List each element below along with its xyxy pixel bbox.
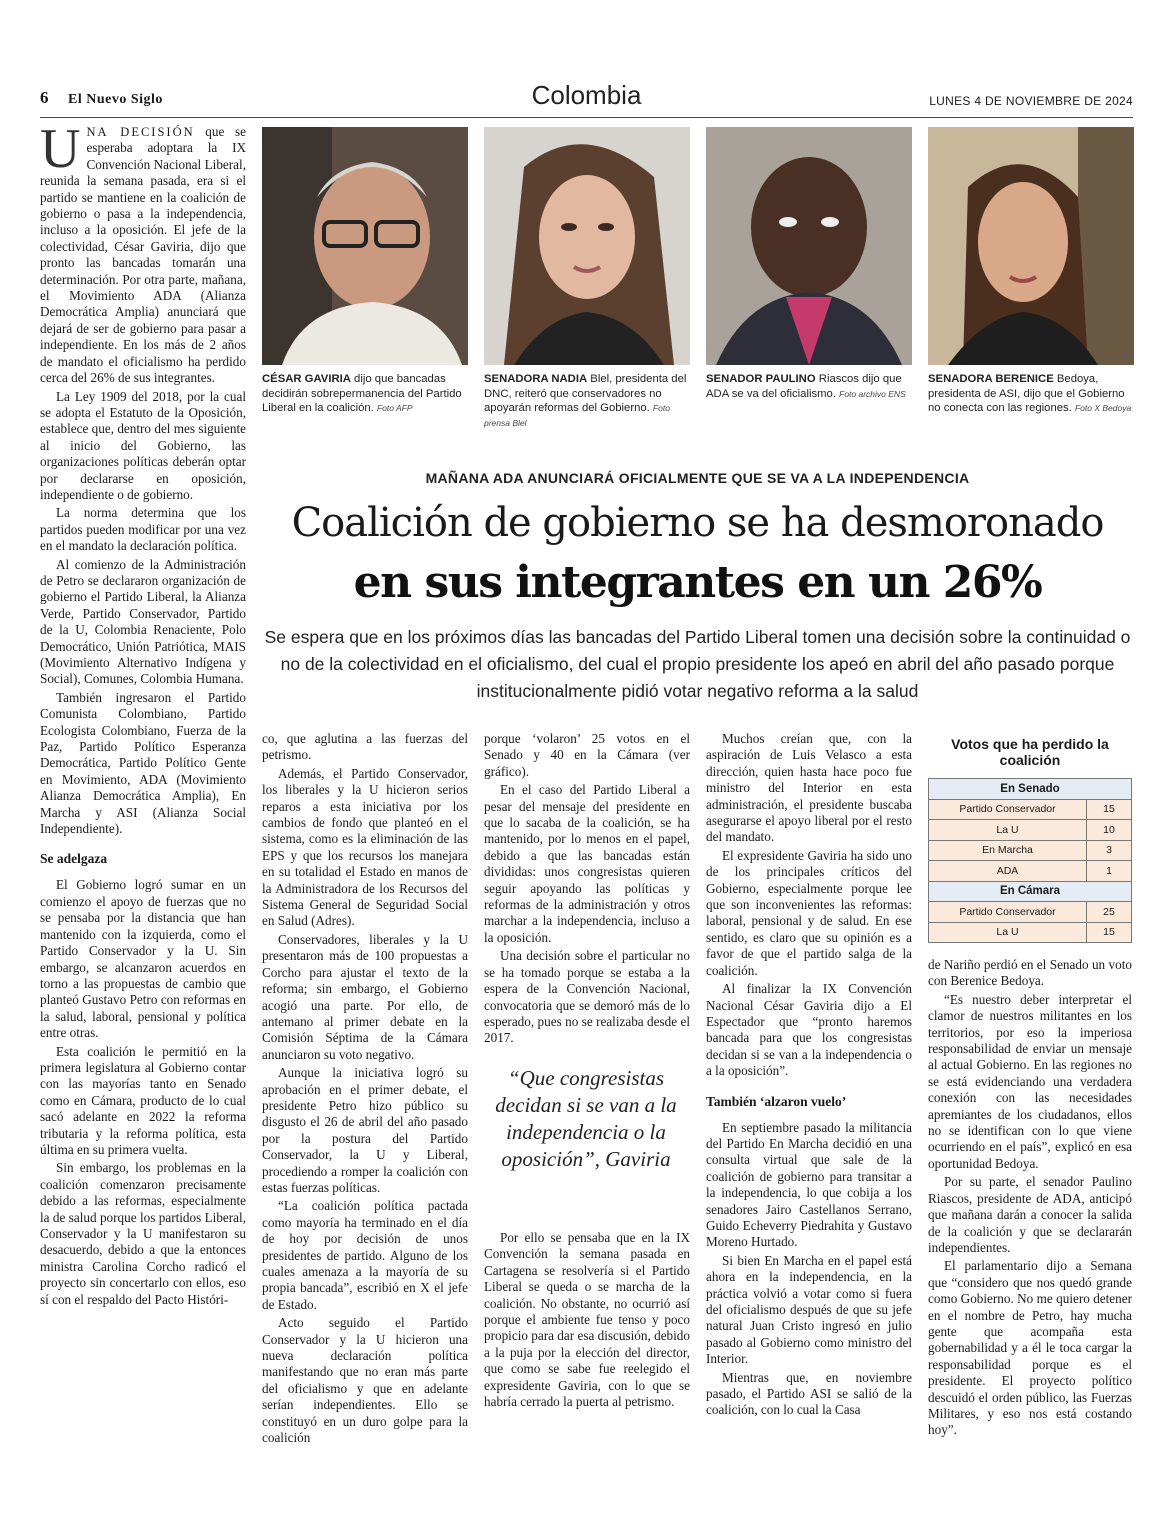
votes-cell: 25 [1087, 902, 1132, 923]
paragraph: Mientras que, en noviembre pasado, el Partido ASI se salió de la coalición, con lo cual la Casa [706, 1369, 912, 1418]
photo-caption: SENADORA NADIA Blel, presidenta del DNC, reiteró que conservadores no apoyarán reformas del Gobierno. Foto prensa Blel [484, 373, 687, 428]
votes-cell: 1 [1087, 861, 1132, 882]
party-cell: En Marcha [929, 840, 1087, 861]
column-4 [706, 731, 912, 1421]
table-section-header: En Senado [929, 779, 1132, 800]
votes-cell: 15 [1087, 799, 1132, 820]
table-section-header: En Cámara [929, 881, 1132, 902]
column-1 [40, 118, 246, 1310]
section-title: Colombia [531, 80, 642, 110]
party-cell: La U [929, 922, 1087, 943]
kicker: MAÑANA ADA ANUNCIARÁ OFICIALMENTE QUE SE VA A LA INDEPENDENCIA [425, 470, 970, 486]
paragraph: El expresidente Gaviria ha sido uno de los principales críticos del Gobierno, especialmente porque lee que son inconvenientes las reformas: laboral, pensional y de salud. En ese sentido, es claro que su opinión es a favor de que el partido salga de la coalición. [706, 847, 912, 978]
table-row [929, 922, 1132, 943]
photo-paulino-riascos [706, 127, 912, 365]
photo-caption: SENADORA BERENICE Bedoya, presidenta de ASI, dijo que el Gobierno no conecta con las regiones. Foto X Bedoya [928, 373, 1132, 414]
table-title: Votos que ha perdido la coalición [951, 736, 1109, 768]
headline-line-2: en sus integrantes en un 26% [353, 557, 1042, 608]
header-rule [40, 117, 1133, 118]
party-cell: ADA [929, 861, 1087, 882]
column-5 [928, 957, 1132, 1441]
column-3 [484, 731, 690, 1049]
votes-cell: 10 [1087, 820, 1132, 841]
subheading: Se adelgaza [40, 851, 108, 867]
votes-cell: 3 [1087, 840, 1132, 861]
issue-date: LUNES 4 DE NOVIEMBRE DE 2024 [929, 94, 1133, 108]
paragraph: El parlamentario dijo a Semana que “considero que nos quedó grande como Gobierno. No me quiero detener en el nombre de Petro, hay mucha gente que acompaña esta gobernabilidad y a él le toca cargar la responsabilidad porque es el presidente. El proyecto político descuidó el orden público, las Fuerzas Militares, y eso nos está costando hoy”. [928, 1258, 1132, 1438]
paragraph: Conservadores, liberales y la U presentaron más de 100 propuestas a Corcho para ajustar el texto de la reforma; sin embargo, el Gobierno acogió una parte. Por ello, de antemano al primer debate en la Comisión Séptima de la Cámara anunciaron su voto negativo. [262, 931, 468, 1062]
paragraph: Esta coalición le permitió en la primera legislatura al Gobierno contar con las mayorías tanto en Senado como en Cámara, producto de lo cual sacó adelante en 2022 la reforma tributaria y la reforma política, esta última en su primera vuelta. [40, 1043, 246, 1157]
photo-berenice-bedoya [928, 127, 1134, 365]
newspaper-name: El Nuevo Siglo [68, 92, 163, 107]
party-cell: Partido Conservador [929, 902, 1087, 923]
paragraph: Muchos creían que, con la aspiración de Luis Velasco a esta dirección, quien hasta hace poco fue ministro del Interior en esta administración, el presidente buscaba asegurarse el apoyo liberal por el resto del mandato. [706, 731, 912, 845]
table-row [929, 902, 1132, 923]
paragraph: co, que aglutina a las fuerzas del petrismo. [262, 731, 468, 763]
photo-credit: Foto prensa Blel [484, 403, 670, 428]
paragraph: También ingresaron el Partido Comunista Colombiano, Partido Ecologista Colombiano, Fuerza de la Paz, Partido Político Esperanza Democrática, Partido Político Gente en Movimiento, ADA (Movimiento Alianza Democrática Amplia), En Marcha y ASI (Alianza Social Independiente). [40, 689, 246, 837]
paragraph: En septiembre pasado la militancia del Partido En Marcha decidió en una consulta virtual que sale de la coalición de gobierno para transitar a la independencia, lo que cobija a los senadores Jairo Castellanos Serrano, Guido Echeverry Piedrahita y Gustavo Moreno Hurtado. [706, 1119, 912, 1250]
paragraph: de Nariño perdió en el Senado un voto con Berenice Bedoya. [928, 957, 1132, 989]
page-number: 6 [40, 88, 49, 107]
photo-credit: Foto X Bedoya [1074, 403, 1132, 413]
photo-caption: CÉSAR GAVIRIA dijo que bancadas decidirán sobrepermanencia del Partido Liberal en la coalición. Foto AFP [262, 373, 462, 414]
column-3-continued [484, 1230, 690, 1412]
paragraph: porque ‘volaron’ 25 votos en el Senado y 40 en la Cámara (ver gráfico). [484, 731, 690, 779]
paragraph: Por su parte, el senador Paulino Riascos, presidente de ADA, anticipó que mañana darán a conocer la salida de la coalición y que se declararán independientes. [928, 1174, 1132, 1255]
party-cell: La U [929, 820, 1087, 841]
table-row [929, 840, 1132, 861]
headline-line-1: Coalición de gobierno se ha desmoronado [291, 500, 1104, 546]
table-row [929, 861, 1132, 882]
party-cell: Partido Conservador [929, 799, 1087, 820]
photo-nadia-blel [484, 127, 690, 365]
paragraph: La norma determina que los partidos pueden modificar por una vez en el mandato la declaración política. [40, 505, 246, 554]
paragraph: “La coalición política pactada como mayoría ha terminado en el día de hoy por decisión de unos presidentes de partido. Alguno de los cuales amenaza a la mayoría de su propia bancada”, escribió en X el jefe de Estado. [262, 1198, 468, 1312]
table-row [929, 820, 1132, 841]
lead-paragraph: UNA DECISIÓN que se esperaba adoptara la IX Convención Nacional Liberal, reunida la semana pasada, era si el partido se mantiene en la coalición de gobierno o pasa a la independencia, incluso a la oposición. El jefe de la colectividad, César Gaviria, dijo que pronto las bancadas tomarán una determinación. Por otra parte, mañana, el Movimiento ADA (Alianza Democrática Amplia) anunciará que dejará de ser de gobierno para pasar a independiente. En los más de 2 años de mandato el oficialismo ha perdido cerca del 26% de sus integrantes. [40, 118, 246, 386]
paragraph: En el caso del Partido Liberal a pesar del mensaje del presidente en que lo sacaba de la coalición, se ha mantenido, por lo menos en el papel, debido a que las bancadas están divididas: unos congresistas quieren seguir apoyando las políticas y reformas de la administración y otros marchar a la independencia, incluso a la oposición. [484, 782, 690, 945]
paragraph: Una decisión sobre el particular no se ha tomado porque se estaba a la espera de la Convención Nacional, convocatoria que se demoró más de lo esperado, pues no se realizaba desde el 2017. [484, 948, 690, 1046]
paragraph: Acto seguido el Partido Conservador y la U hicieron una nueva declaración política manifestando que no eran más parte del oficialismo y que en adelante serían independientes. Ello se constituyó en un duro golpe para la coalición [262, 1315, 468, 1446]
paragraph: La Ley 1909 del 2018, por la cual se adopta el Estatuto de la Oposición, establece que, dentro del mes siguiente al inicio del Gobierno, las organizaciones políticas deberán optar por declararse en oposición, independiente o de gobierno. [40, 388, 246, 502]
paragraph: “Es nuestro deber interpretar el clamor de nuestros militantes en los territorios, por eso la imperiosa responsabilidad de enviar un mensaje al actual Gobierno. En las regiones no se está evidenciando una verdadera conexión con las necesidades apremiantes de los ciudadanos, ellos no se identifican con lo que viene ocurriendo en el país”, explicó en esa oportunidad Bedoya. [928, 991, 1132, 1171]
paragraph: El Gobierno logró sumar en un comienzo el apoyo de fuerzas que no se pensaba por la distancia que han mantenido con la izquierda, como el Partido Conservador y la U. Sin embargo, se alcanzaron acuerdos en torno a las propuestas de cambio que planteó Gustavo Petro con reformas en la salud, laboral, pensional y política entre otras. [40, 877, 246, 1041]
paragraph: Al comienzo de la Administración de Petro se declararon organización de gobierno el Partido Liberal, la Alianza Verde, Partido Conservador, Partido de la U, Colombia Renaciente, Polo Democrático, Unión Patriótica, MAIS (Movimiento Alternativo Indígena y Social), Comunes, Colombia Humana. [40, 556, 246, 687]
photo-credit: Foto archivo ENS [839, 388, 906, 399]
paragraph: Sin embargo, los problemas en la coalición comenzaron precisamente debido a las reformas, especialmente la de salud porque los partidos Liberal, Conservador y la U manifestaron su desacuerdo, debido a que la entonces ministra Carolina Corcho radicó el proyecto sin concertarlo con ellos, eso sí con el respaldo del Pacto Históri- [40, 1160, 246, 1307]
votes-table [928, 778, 1132, 943]
photo-credit: Foto AFP [376, 403, 413, 413]
photo-caption: SENADOR PAULINO Riascos dijo que ADA se va del oficialismo. Foto archivo ENS [706, 373, 906, 400]
subheading: También ‘alzaron vuelo’ [706, 1093, 847, 1109]
lead-caps: NA DECISIÓN [86, 125, 195, 139]
dropcap: U [40, 118, 81, 180]
paragraph: Si bien En Marcha en el papel está ahora en la independencia, en la práctica volvió a votar como si fuera del oficialismo después de que su jefe natural Juan Cristo ingresó en julio pasado al Gobierno como ministro del Interior. [706, 1252, 912, 1367]
paragraph: Por ello se pensaba que en la IX Convención la semana pasada en Cartagena se resolvería si el Partido Liberal se queda o se marcha de la coalición. No obstante, no ocurrió así porque el ambiente fue tenso y poco propicio para dar esa discusión, debido a la puja por la elección del director, que como se sabe fue reelegido el expresidente Gaviria, con lo que se habría cerrado la puerta al petrismo. [484, 1230, 690, 1410]
paragraph: Al finalizar la IX Convención Nacional César Gaviria dijo a El Espectador que “pronto haremos bancada para que los congresistas decidan si se van a la independencia o a la oposición”. [706, 981, 912, 1079]
pull-quote: “Que congresistas decidan si se van a la independencia o la oposición”, Gaviria [495, 1066, 677, 1171]
column-2 [262, 731, 468, 1448]
dek: Se espera que en los próximos días las bancadas del Partido Liberal tomen una decisión sobre la continuidad o no de la colectividad en el oficialismo, del cual el propio presidente los apeó en abril del año pasado porque institucionalmente pidió votar negativo reforma a la salud [264, 627, 1131, 701]
photo-cesar-gaviria [262, 127, 468, 365]
votes-cell: 15 [1087, 922, 1132, 943]
paragraph: Aunque la iniciativa logró su aprobación en el primer debate, el presidente Petro hizo público su disgusto el 26 de abril del año pasado por la postura del Partido Conservador, la U y Liberal, procediendo a romper la coalición con estas fuerzas políticas. [262, 1065, 468, 1195]
paragraph: Además, el Partido Conservador, los liberales y la U hicieron serios reparos a esta iniciativa por los cambios de fondo que planteó en el sistema, como es la eliminación de las EPS y que los recursos los manejara en su totalidad el Estado en manos de la Administradora de los Recursos del Sistema General de Seguridad Social en Salud (Adres). [262, 765, 468, 929]
table-row [929, 799, 1132, 820]
